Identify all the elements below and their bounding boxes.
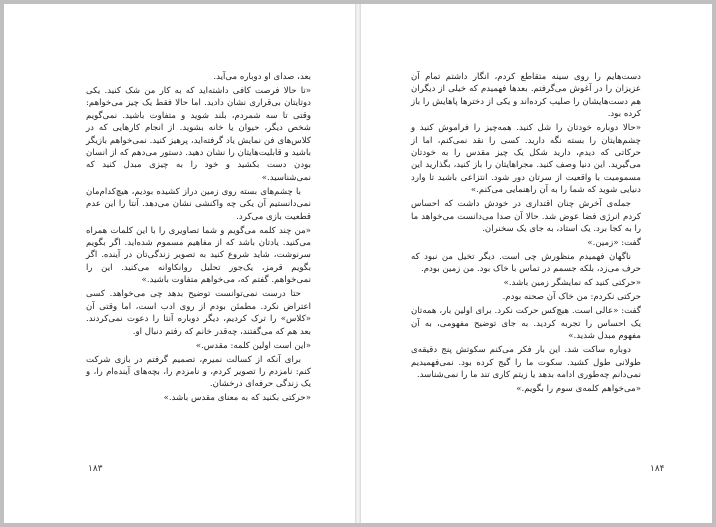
paragraph: دست‌هایم را روی سینه متقاطع کردم، انگار داشتم تمام آن عزیزان را در آغوش می‌گرفتم. بعدها فهمیدم که خیلی از دیگران هم دست‌هایشان را صلیب کرده‌اند و یکی از دخترها پاهایش را باز کرده بود.: [411, 72, 641, 120]
right-page-text: [411, 71, 641, 397]
paragraph: «این است اولین کلمه: مقدس.»: [195, 340, 311, 351]
paragraph: گفت: «عالی است. هیچ‌کس حرکت نکرد. برای اولین بار، همه‌تان یک احساس را تجربه کردید. به جای توضیح مفهومی، به آن مفهوم مبدل شدید.»: [411, 306, 641, 342]
paragraph: «حالا دوباره خودتان را شل کنید. همه‌چیز را فراموش کنید و چشم‌هایتان را بسته نگه دارید. کسی را نقد نمی‌کنم، اما از حرکاتی که دیدم، دارید شکل یک چیز مقدس را به خودتان می‌گیرید. این دنیا وصف کنید. مجراهایتان را باز کنید، بگذارید این مسمومیت با واقعیت از سرتان دور شود. انتزاعی باشید تا وارد دنیایی شوید که شما را به آن راهنمایی می‌کنم.»: [411, 123, 641, 196]
book-spread: [4, 4, 712, 523]
paragraph: دوباره ساکت شد. این بار فکر می‌کنم سکوتش پنج دقیقه‌ی طولانی طول کشید. سکوت ما را گیج کرده بود. نمی‌فهمیدیم نمی‌دانم چه‌طوری ادامه بدهد یا زیتم کاری تند ما را نمی‌شناسد.: [411, 345, 641, 381]
paragraph: ناگهان فهمیدم منظورش چی است. دیگر تخیل من نبود که حرف می‌زد، بلکه جسمم در تماس با خاک بود. من زمین بودم.: [411, 252, 641, 275]
paragraph: بعد، صدای او دوباره می‌آید.: [213, 72, 311, 82]
right-page: [361, 4, 712, 523]
paragraph: «من چند کلمه می‌گویم و شما تصاویری را با این کلمات همراه می‌کنید. یادتان باشد که از مفاهیم مسموم شده‌اید. اگر بگویم سرنوشت، شاید شروع کنید به تصویر زندگی‌تان در آینده. اگر بگویم قرمز، یک‌جور تحلیل روانکاوانه می‌کنید. این را نمی‌خواهم. گفتم که، می‌خواهم متفاوت باشید.»: [86, 225, 311, 286]
paragraph: «حرکتی کنید که نمایشگر زمین باشد.»: [503, 278, 641, 289]
page-number: ۱۸۴: [650, 464, 665, 474]
left-page: [4, 4, 355, 523]
left-page-text: [86, 71, 311, 406]
paragraph: با چشم‌های بسته روی زمین دراز کشیده بودیم، هیچ‌کدام‌مان نمی‌دانستیم آن یکی چه واکنشی نشان می‌دهد. آنتا را این عدم قطعیت بازی می‌کرد.: [86, 186, 311, 222]
paragraph: «تا حالا فرصت کافی داشته‌اید که به کار من شک کنید. یکی دوتایتان بی‌قراری نشان دادید. اما حالا فقط یک چیز می‌خواهم: وقتی تا سه شمردم، بلند شوید و متفاوت باشید. نمی‌گویم شخص دیگر، حیوان یا خانه بشوید. از انجام کارهایی که در کلاس‌های فن نمایش یاد گرفته‌اید، پرهیز کنید. نمی‌خواهم بازیگر باشید و قابلیت‌هایتان را نشان دهید. دستور می‌دهم که از انسان بودن دست بکشید و خود را به چیزی مبدل کنید که نمی‌شناسید.»: [86, 86, 311, 183]
paragraph: «حرکتی بکنید که به معنای مقدس باشد.»: [163, 393, 311, 404]
paragraph: حتا درست نمی‌توانست توضیح بدهد چی می‌خواهد. کسی اعتراض نکرد. مطمئن بودم از روی ادب است، اما وقتی آن «کلاس» را ترک کردیم، دیگر دوباره آنتا را دعوت نمی‌کردند. بعد هم که می‌گفتند، چه‌قدر خانم که رفتم دنبال او.: [86, 289, 311, 337]
paragraph: «می‌خواهم کلمه‌ی سوم را بگویم.»: [516, 384, 641, 395]
paragraph: جمله‌ی آخرش چنان اقتداری در خودش داشت که احساس کردم انرژی فضا عوض شد. حالا آن صدا می‌دانست می‌خواهد ما را به کجا برد. یک استاد، به جای یک سخنران.: [411, 199, 641, 235]
paragraph: گفت: «زمین.»: [587, 238, 641, 249]
paragraph: برای آنکه از کسالت نمیرم، تصمیم گرفتم در بازی شرکت کنم: نامزدم را تصویر کردم، و نامزدم را، بچه‌های آینده‌ام را، و یک زندگی حرفه‌ای درخشان.: [86, 354, 311, 390]
paragraph: حرکتی نکردم: من خاک آن صحنه بودم.: [502, 292, 641, 303]
page-number: ۱۸۳: [88, 464, 103, 474]
